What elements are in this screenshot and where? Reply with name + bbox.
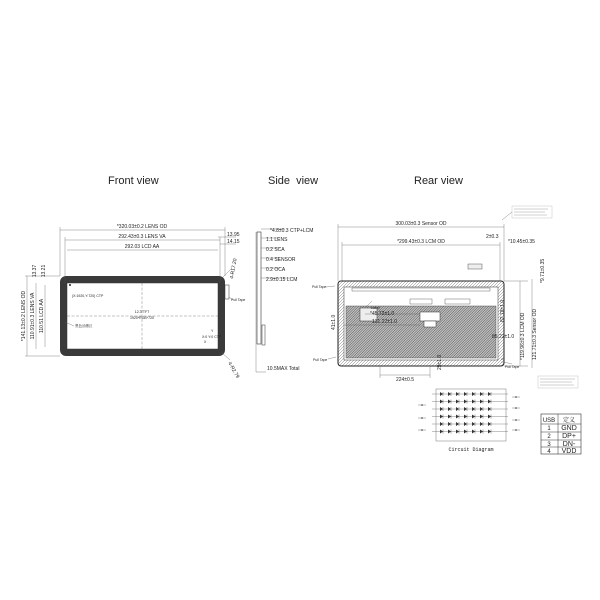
rear-connector-2	[445, 299, 470, 304]
circuit-diode	[440, 400, 443, 404]
circuit-diode	[488, 415, 491, 419]
circuit-node	[421, 417, 423, 419]
circuit-diode	[488, 400, 491, 404]
side-layer-callouts	[261, 228, 313, 283]
svg-text:Y: Y	[211, 329, 214, 333]
dim-lcd-aa: 292.03 LCD AA	[124, 244, 160, 250]
circuit-frame	[436, 389, 506, 441]
rear-dim-1-5: 1.5	[501, 358, 505, 363]
circuit-diode	[448, 392, 451, 396]
dim-radius-top: 4-R17.20	[229, 258, 239, 280]
circuit-diode	[464, 422, 467, 426]
usb-pin-table	[541, 414, 581, 455]
rear-pull-tape-1: Pull Tape	[312, 285, 327, 289]
rear-pull-tape-2: Pull Tape	[313, 358, 328, 362]
dim-left-lcd-aa: 110.51 LCD AA	[39, 298, 45, 334]
circuit-node	[421, 429, 423, 431]
dim-left-13-37: 13.37	[32, 264, 38, 278]
front-pull-tape-tab	[225, 285, 229, 299]
usb-pin-2: 2	[547, 434, 551, 440]
circuit-diode	[464, 400, 467, 404]
circuit-diode	[472, 422, 475, 426]
circuit-diode	[440, 415, 443, 419]
dim-lens-va: 292.43±0.3 LENS VA	[118, 234, 166, 240]
circuit-diode	[456, 430, 459, 434]
front-corner-label: (X:1920,Y:720) CTP	[72, 294, 104, 298]
side-layer-0: *4.8±0.3 CTP+LCM	[270, 228, 314, 234]
side-layer-2: 0.2 SCA	[266, 247, 285, 253]
rear-dim-lcm-od-v: *119.96±0.3 LCM OD	[520, 312, 526, 360]
circuit-diode	[480, 400, 483, 404]
side-profile	[257, 232, 261, 344]
circuit-diode	[488, 407, 491, 411]
circuit-diode	[456, 407, 459, 411]
circuit-diode	[464, 415, 467, 419]
dim-right-14-15: 14.15	[227, 239, 240, 245]
circuit-diode	[480, 430, 483, 434]
circuit-diode	[440, 407, 443, 411]
side-total-thickness: 10.5MAX Total	[267, 366, 300, 372]
circuit-diode	[464, 430, 467, 434]
rear-dim-131: 131.22±1.0	[372, 319, 397, 325]
circuit-diode	[472, 407, 475, 411]
front-view-title: Front view	[108, 175, 159, 187]
rear-dim-82: 82.78±1.0	[500, 299, 506, 322]
usb-header-usb: USB	[542, 418, 556, 424]
rear-label-callout: Label	[371, 306, 380, 310]
circuit-diode	[472, 392, 475, 396]
side-view	[256, 228, 313, 372]
circuit-diode	[472, 415, 475, 419]
circuit-diode	[440, 392, 443, 396]
circuit-diode	[480, 415, 483, 419]
svg-text:X: X	[204, 340, 207, 344]
usb-pin-4: 4	[547, 449, 551, 455]
circuit-diode	[448, 407, 451, 411]
circuit-node	[515, 429, 517, 431]
circuit-node	[515, 396, 517, 398]
circuit-diode	[464, 407, 467, 411]
rear-dim-41: 41±1.0	[331, 314, 337, 330]
rear-dim-224: 224±0.5	[395, 377, 415, 383]
circuit-diode	[480, 392, 483, 396]
circuit-node	[515, 407, 517, 409]
rear-connector-1	[410, 299, 432, 304]
usb-sig-3: DN-	[562, 441, 576, 448]
circuit-diode	[448, 430, 451, 434]
rear-view	[312, 206, 578, 388]
usb-pin-1: 1	[547, 426, 551, 432]
usb-header-def: 定义	[562, 418, 576, 424]
circuit-diagram	[418, 389, 520, 441]
dim-left-lens-od: *141.13±0.2 LENS OD	[21, 290, 27, 342]
rear-dim-29: 29±1.0	[437, 354, 443, 370]
side-layer-1: 1.1 LENS	[266, 237, 288, 243]
front-ink-note: 黑色油墨区	[75, 324, 93, 328]
rear-top-marker	[468, 264, 482, 269]
side-fpc	[262, 325, 265, 345]
rear-dim-45: *45.72±1.0	[370, 311, 395, 317]
front-panel-resolution: 1920*RGB*720	[130, 316, 154, 320]
circuit-diode	[480, 407, 483, 411]
usb-sig-1: GND	[561, 425, 577, 432]
circuit-diode	[448, 422, 451, 426]
circuit-diode	[440, 422, 443, 426]
rear-dim-sensor-od-v: 121.71±0.3 Sensor OD	[532, 308, 538, 360]
side-layer-5: 2.9±0.15 LCM	[266, 277, 298, 283]
dim-left-13-21: 13.21	[41, 264, 47, 278]
rear-pull-tape-3: Pull Tape	[505, 365, 520, 369]
usb-sig-2: DP+	[562, 433, 576, 440]
circuit-diode	[448, 400, 451, 404]
rear-dim-10: *10.45±0.35	[508, 239, 535, 245]
circuit-diode	[456, 422, 459, 426]
rear-chip	[420, 312, 440, 321]
dim-left-lens-va: 110.91±0.3 LENS VA	[30, 292, 36, 340]
rear-dim-9-71: *9.71±0.35	[540, 258, 546, 283]
dim-right-13-95: 13.95	[227, 232, 240, 238]
front-panel-size: 12.3"TFT	[134, 310, 150, 314]
circuit-caption: Circuit Diagram	[448, 447, 494, 453]
circuit-diode	[488, 392, 491, 396]
usb-sig-4: VDD	[561, 448, 577, 455]
circuit-diode	[456, 415, 459, 419]
rear-dim-85: 85.22±1.0	[492, 334, 515, 340]
dim-radius-bottom: 4-R2.79	[226, 361, 241, 380]
side-layer-4: 0.2 OCA	[266, 267, 286, 273]
side-view-title: Side view	[268, 175, 319, 187]
dim-lens-od: *320.03±0.2 LENS OD	[116, 224, 168, 230]
circuit-diode	[488, 422, 491, 426]
circuit-diode	[456, 400, 459, 404]
front-view	[21, 224, 245, 380]
circuit-diode	[480, 422, 483, 426]
circuit-node	[421, 404, 423, 406]
circuit-diode	[440, 430, 443, 434]
circuit-diode	[472, 400, 475, 404]
circuit-diode	[472, 430, 475, 434]
circuit-diode	[488, 430, 491, 434]
circuit-node	[515, 419, 517, 421]
rear-dim-lcm-od: *299.43±0.3 LCM OD	[397, 239, 445, 245]
usb-pin-3: 3	[547, 442, 551, 448]
front-xy-origin: X:0 Y:0 CTP	[202, 335, 222, 339]
circuit-diode	[448, 415, 451, 419]
circuit-diode	[456, 392, 459, 396]
rear-dim-2: 2±0.3	[486, 234, 499, 240]
circuit-diode	[464, 392, 467, 396]
rear-dim-sensor-od: 300.03±0.3 Sensor OD	[395, 221, 447, 227]
side-layer-3: 0.4 SENSOR	[266, 257, 296, 263]
front-pull-tape-label: Pull Tape	[231, 298, 246, 302]
rear-view-title: Rear view	[414, 175, 463, 187]
